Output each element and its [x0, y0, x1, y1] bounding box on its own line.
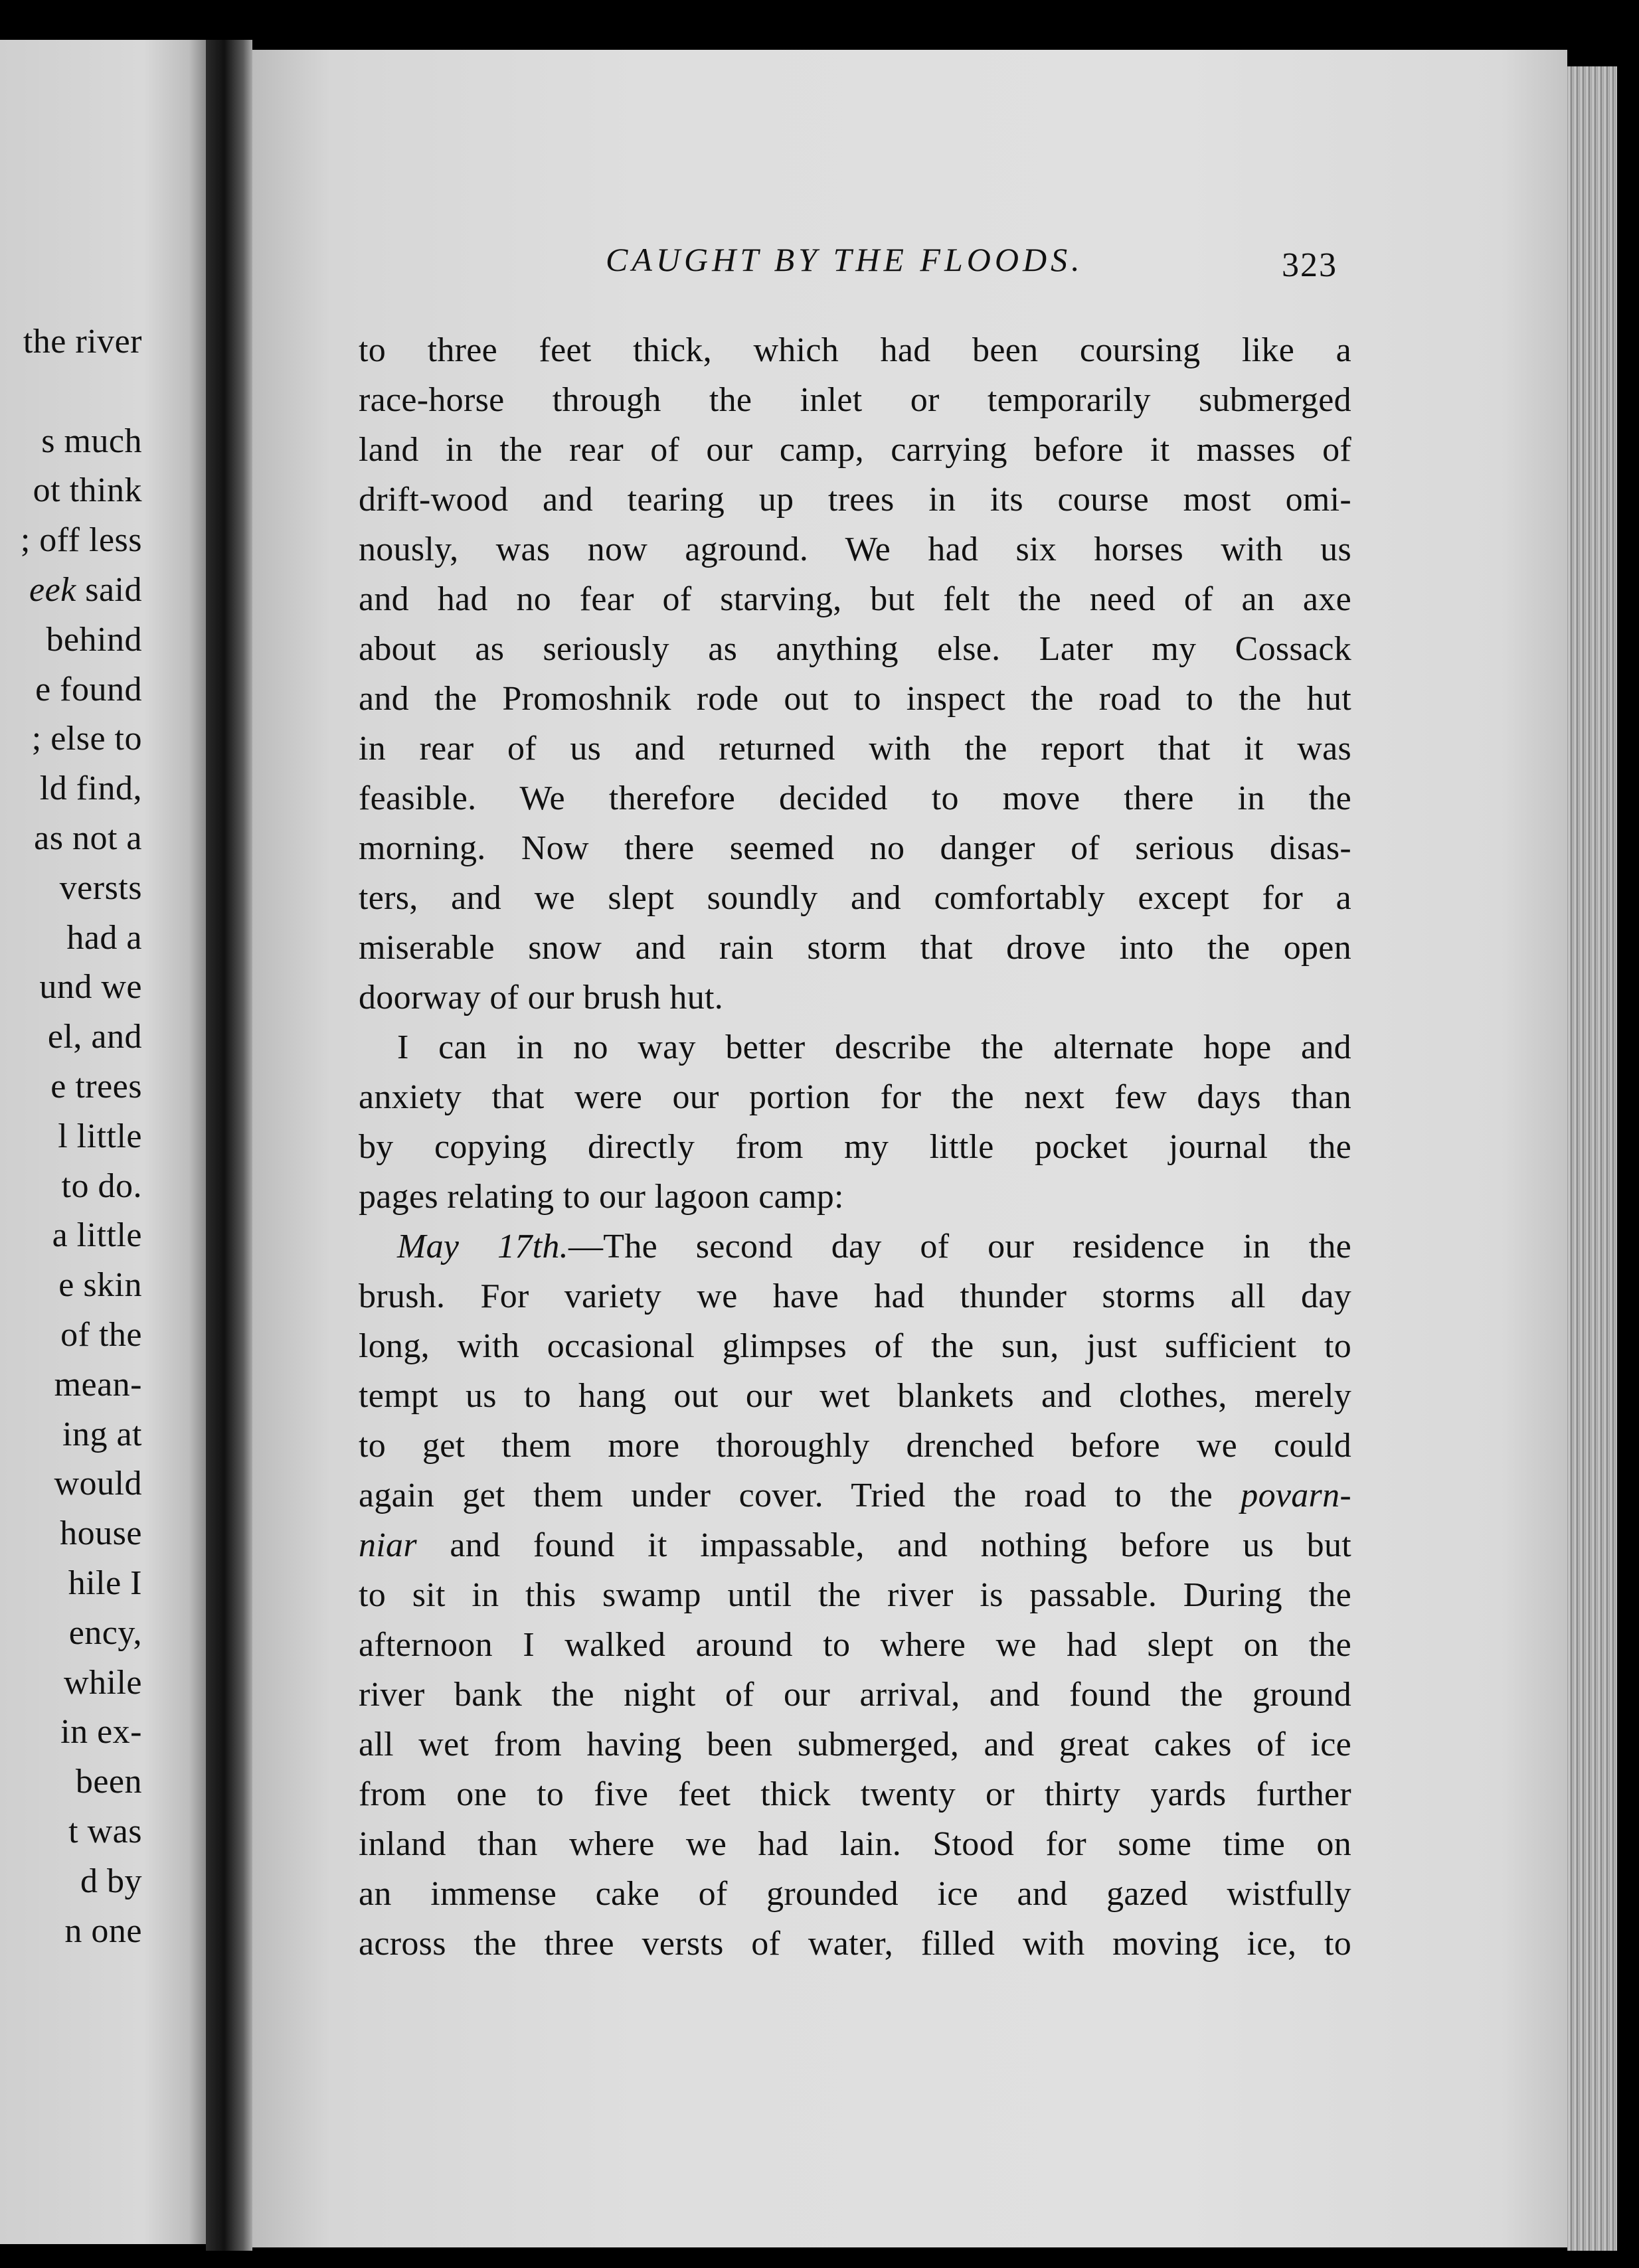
text-line: drift-wood and tearing up trees in its course most omi- — [359, 481, 1351, 519]
text-line: from one to five feet thick twenty or thirty yards further — [359, 1775, 1351, 1813]
running-head: CAUGHT BY THE FLOODS. — [606, 241, 1084, 278]
text-line: morning. Now there seemed no danger of serious disas- — [359, 829, 1351, 867]
previous-page-line: e found — [35, 670, 142, 708]
previous-page-text — [21, 317, 142, 1956]
text-line — [359, 1471, 1351, 1520]
page-body-text — [359, 325, 1351, 1969]
text-line: inland than where we had lain. Stood for some time on — [359, 1825, 1351, 1863]
previous-page-line: el, and — [47, 1018, 142, 1056]
italic-text: May 17th. — [397, 1228, 568, 1265]
text-line: tempt us to hang out our wet blankets and clothes, merely — [359, 1377, 1351, 1415]
text-line: land in the rear of our camp, carrying before it masses of — [359, 431, 1351, 469]
text-line: I can in no way better describe the alternate hope and — [397, 1028, 1351, 1066]
previous-page-line: ot think — [33, 471, 142, 510]
previous-page-line: to do. — [61, 1167, 142, 1205]
text-line: and the Promoshnik rode out to inspect the road to the hut — [359, 680, 1351, 718]
text-line: by copying directly from my little pocket journal the — [359, 1128, 1351, 1166]
previous-page-line: d by — [80, 1862, 142, 1900]
previous-page-line: while — [63, 1663, 142, 1702]
text-line: miserable snow and rain storm that drove into the open — [359, 929, 1351, 967]
previous-page-line: l little — [58, 1117, 142, 1155]
line-text: —The second day of our residence in the — [568, 1228, 1351, 1265]
previous-page-line: been — [75, 1763, 142, 1801]
previous-page-line: hile I — [68, 1564, 142, 1602]
previous-page-line: ld find, — [39, 770, 142, 808]
text-line: afternoon I walked around to where we had slept on the — [359, 1626, 1351, 1664]
text-line: race-horse through the inlet or temporarily submerged — [359, 381, 1351, 419]
italic-text: eek — [29, 570, 76, 609]
text-line: to three feet thick, which had been coursing like a — [359, 331, 1351, 369]
previous-page-line: in ex- — [60, 1713, 142, 1751]
previous-page-line: had a — [66, 918, 142, 957]
previous-page-line: t was — [68, 1812, 142, 1850]
text-line: to sit in this swamp until the river is passable. During the — [359, 1576, 1351, 1614]
previous-page-line: e skin — [58, 1266, 142, 1305]
page-number: 323 — [1282, 246, 1337, 284]
text-line: to get them more thoroughly drenched before we could — [359, 1427, 1351, 1465]
previous-page-line: ; off less — [20, 521, 142, 560]
previous-page-line: s much — [41, 422, 142, 460]
text-line: all wet from having been submerged, and great cakes of ice — [359, 1726, 1351, 1763]
previous-page-line: ency, — [68, 1613, 142, 1652]
line-text: said — [76, 570, 142, 609]
line-text: again get them under cover. Tried the road to the — [359, 1477, 1241, 1514]
text-line: doorway of our brush hut. — [359, 979, 724, 1016]
page-fore-edge — [1567, 66, 1617, 2251]
text-line: an immense cake of grounded ice and gazed wistfully — [359, 1875, 1351, 1913]
text-line: brush. For variety we have had thunder storms all day — [359, 1277, 1351, 1315]
line-text: and found it impassable, and nothing before us but — [416, 1526, 1351, 1564]
italic-text: niar — [359, 1526, 417, 1564]
previous-page-line: e trees — [50, 1067, 142, 1105]
italic-text: povarn- — [1241, 1477, 1351, 1514]
previous-page-line: would — [54, 1465, 142, 1503]
previous-page-line: of the — [60, 1315, 142, 1354]
previous-page-line — [21, 367, 142, 417]
text-line: and had no fear of starving, but felt the need of an axe — [359, 580, 1351, 618]
text-line: about as seriously as anything else. Later my Cossack — [359, 630, 1351, 668]
text-line: feasible. We therefore decided to move there in the — [359, 779, 1351, 817]
previous-page-fragment — [0, 40, 206, 2244]
previous-page-line: house — [60, 1514, 142, 1553]
previous-page-line: ; else to — [31, 720, 142, 758]
text-line: river bank the night of our arrival, and found the ground — [359, 1676, 1351, 1714]
text-line: long, with occasional glimpses of the sun, just sufficient to — [359, 1327, 1351, 1365]
text-line: ters, and we slept soundly and comfortably except for a — [359, 879, 1351, 917]
previous-page-line: as not a — [34, 819, 142, 857]
previous-page-line: the river — [23, 323, 142, 361]
previous-page-line: n one — [64, 1911, 142, 1950]
text-line: anxiety that were our portion for the next few days than — [359, 1078, 1351, 1116]
previous-page-line: und we — [39, 968, 142, 1007]
text-line — [359, 1520, 1351, 1570]
text-line — [359, 1222, 1351, 1271]
previous-page-line: mean- — [54, 1365, 142, 1404]
text-line: pages relating to our lagoon camp: — [359, 1178, 844, 1216]
previous-page-line: behind — [46, 620, 142, 659]
previous-page-line: versts — [59, 868, 142, 907]
previous-page-line: ing at — [62, 1415, 142, 1453]
text-line: in rear of us and returned with the report that it was — [359, 730, 1351, 768]
text-line: nously, was now aground. We had six horses with us — [359, 530, 1351, 568]
previous-page-line: a little — [52, 1216, 142, 1255]
previous-page-line — [21, 566, 142, 615]
book-gutter — [206, 40, 252, 2251]
text-line: across the three versts of water, filled with moving ice, to — [359, 1925, 1351, 1963]
